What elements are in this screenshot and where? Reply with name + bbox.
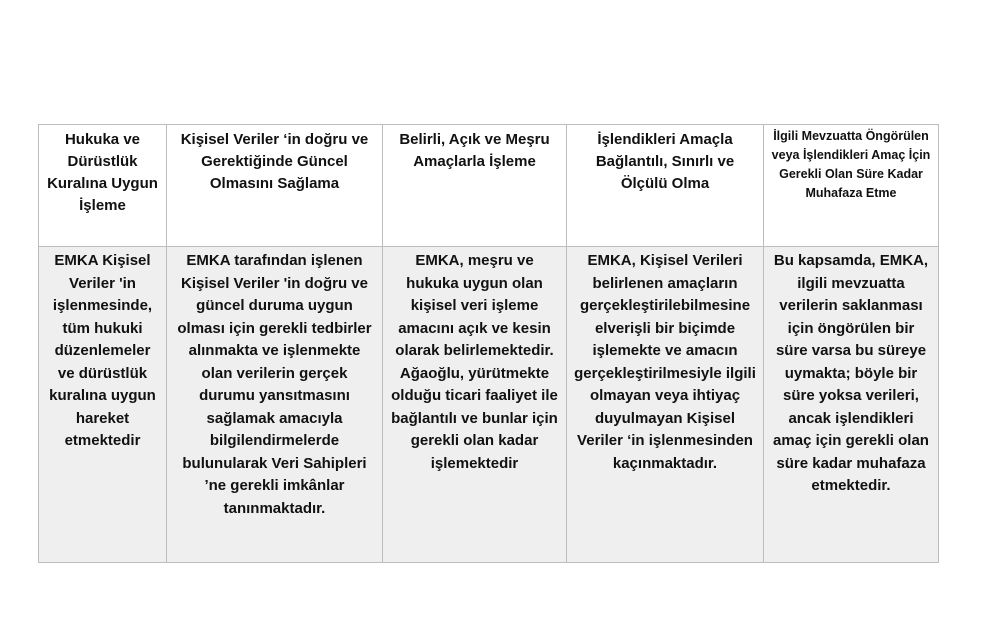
cell-accuracy: EMKA tarafından işlenen Kişisel Veriler 'in doğru ve güncel duruma uygun olması için gerekli tedbirler alınmakta ve işlenmekte olan verilerin gerçek durumu yansıtmasını sağlamak amacıyla bilgilendirmelerde bulunularak Veri Sahipleri ’ne gerekli imkânlar tanınmaktadır. xyxy=(167,247,383,563)
cell-specific-legitimate-purpose: EMKA, meşru ve hukuka uygun olan kişisel veri işleme amacını açık ve kesin olarak belirlemektedir. Ağaoğlu, yürütmekte olduğu ticari faaliyet ile bağlantılı ve bunlar için gerekli olan kadar işlemektedir xyxy=(383,247,567,563)
header-retention-period: İlgili Mevzuatta Öngörülen veya İşlendikleri Amaç İçin Gerekli Olan Süre Kadar Muhafaza Etme xyxy=(764,125,939,247)
data-processing-principles-table xyxy=(38,124,939,563)
header-accuracy: Kişisel Veriler ‘in doğru ve Gerektiğinde Güncel Olmasını Sağlama xyxy=(167,125,383,247)
header-relevance-proportionality: İşlendikleri Amaçla Bağlantılı, Sınırlı ve Ölçülü Olma xyxy=(567,125,764,247)
table-header-row xyxy=(39,125,939,247)
cell-retention-period: Bu kapsamda, EMKA, ilgili mevzuatta verilerin saklanması için öngörülen bir süre varsa bu süreye uymakta; böyle bir süre yoksa verileri, ancak işlendikleri amaç için gerekli olan süre kadar muhafaza etmektedir. xyxy=(764,247,939,563)
table-row xyxy=(39,247,939,563)
cell-relevance-proportionality: EMKA, Kişisel Verileri belirlenen amaçların gerçekleştirilebilmesine elverişli bir biçimde işlemekte ve amacın gerçekleştirilmesiyle ilgili olmayan veya ihtiyaç duyulmayan Kişisel Veriler ‘in işlenmesinden kaçınmaktadır. xyxy=(567,247,764,563)
header-specific-legitimate-purpose: Belirli, Açık ve Meşru Amaçlarla İşleme xyxy=(383,125,567,247)
header-lawfulness-fairness: Hukuka ve Dürüstlük Kuralına Uygun İşleme xyxy=(39,125,167,247)
cell-lawfulness-fairness: EMKA Kişisel Veriler 'in işlenmesinde, tüm hukuki düzenlemeler ve dürüstlük kuralına uygun hareket etmektedir xyxy=(39,247,167,563)
